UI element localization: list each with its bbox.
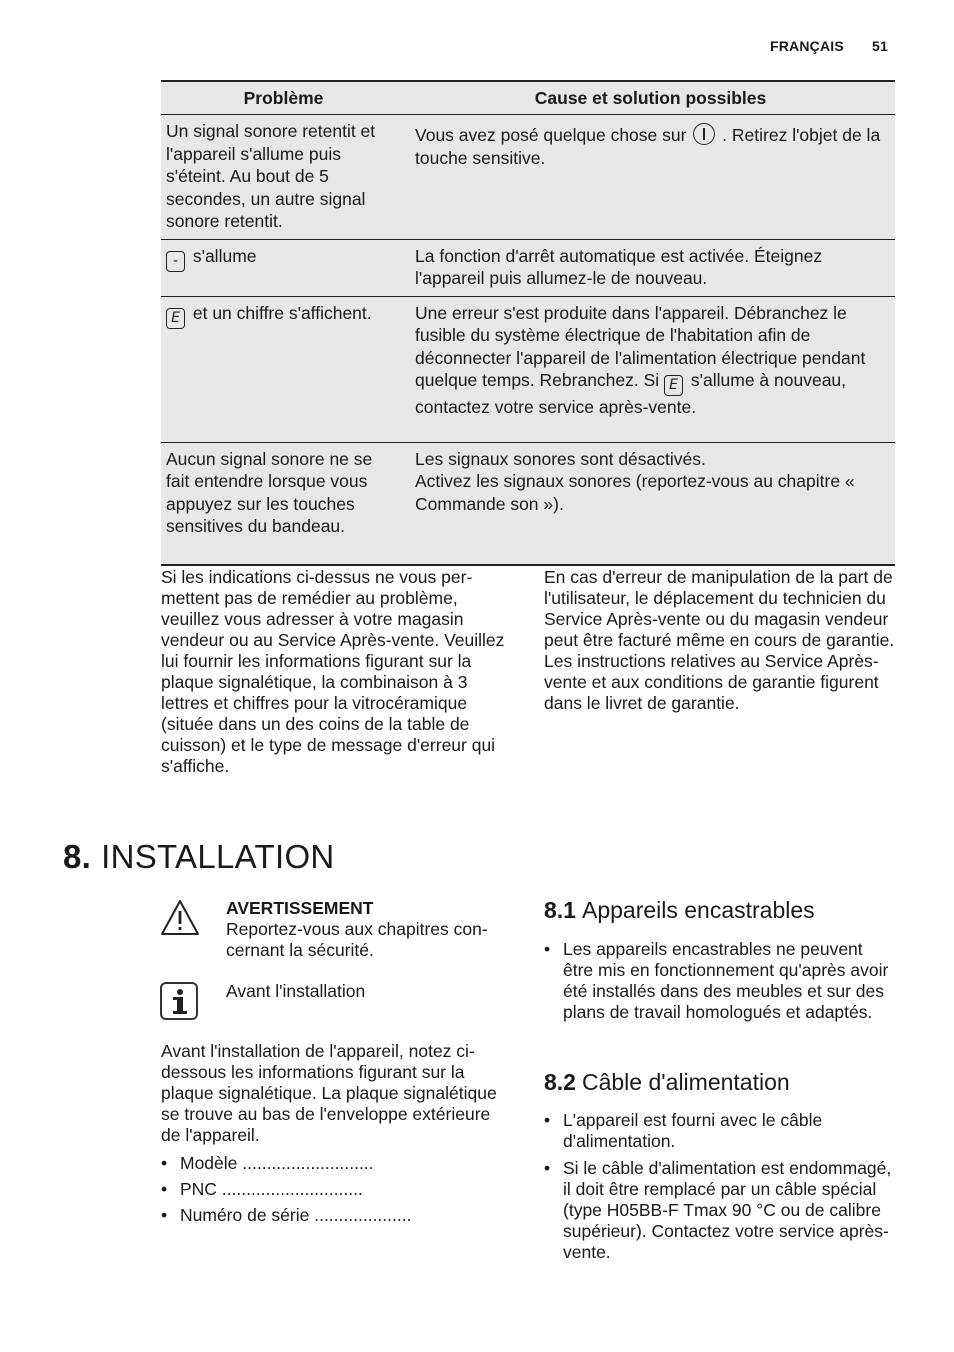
page-header [770,38,888,54]
problem-cell [161,115,406,240]
problem-cell [161,296,406,442]
list-item: • Les appareils encastrables ne peuvent être mis en fonctionnement qu'après avoir été installés dans des meubles et sur des plans de travail homologués et adaptés. [544,939,896,1023]
section-title [63,838,335,876]
built-in-list [544,939,896,1029]
solution-text: La fonction d'arrêt automatique est activée. Éteignez l'appareil puis allumez-le de nouveau. [415,245,823,288]
table-row [161,296,895,442]
header-language: FRANÇAIS [769,38,844,54]
column-header-solution: Cause et solution possibles [406,81,895,115]
problem-text: et un chiffre s'affichent. [188,302,372,323]
solution-text: Vous avez posé quelque chose sur [415,125,692,145]
problem-text: Un signal sonore retentit et l'appareil s'allume puis s'éteint. Au bout de 5 secondes, un autre signal sonore retentit. [166,121,376,231]
table-row [161,239,895,296]
subsection-title-text: Appareils encastrables [581,897,815,923]
solution-text-end: s'allume à nouveau, contactez votre service après-vente. [415,370,847,417]
subsection-title [544,1069,790,1096]
column-header-problem: Problème [161,81,406,115]
table-row [161,115,895,240]
dash-display-icon: - [166,251,185,272]
solution-cell [406,115,895,240]
list-item: • Numéro de série .................... [161,1205,513,1226]
warning-block [226,898,516,961]
troubleshooting-table [161,80,895,566]
subsection-title [544,897,815,924]
solution-cell [406,239,895,296]
warning-text: Reportez-vous aux chapitres concernant la sécurité. [226,919,488,960]
solution-text-end: . Retirez l'objet de la touche sensitive. [415,125,881,168]
table-row [161,442,895,565]
error-display-icon: E [664,375,683,396]
power-key-icon [693,123,715,145]
warning-triangle-icon [160,898,200,938]
error-display-icon: E [166,308,185,329]
problem-text: Aucun signal sonore ne se fait entendre lorsque vous appuyez sur les touches sensitives du bandeau. [166,448,373,536]
rating-plate-list [161,1153,513,1231]
solution-cell [406,296,895,442]
list-item: • Si le câble d'alimentation est endommagé, il doit être remplacé par un câble spécial (type H05BB-F Tmax 90 °C ou de calibre supérieur). Contactez votre service après-vente. [544,1158,896,1263]
section-title-text: INSTALLATION [101,838,335,875]
page-number: 51 [872,38,888,54]
warranty-paragraph: En cas d'erreur de manipulation de la part de l'utilisateur, le déplacement du technicien du Service Après-vente ou du magasin vendeur peut être facturé même en cours de garantie. Les instructions relatives au Service Après-vente et aux conditions de garantie figurent dans le livret de garantie. [544,567,895,713]
info-icon [160,982,198,1020]
intro-paragraph: Avant l'installation de l'appareil, notez ci-dessous les informations figurant sur la plaque signalétique. La plaque signalétique se trouve au bas de l'enveloppe extérieure de l'appareil. [161,1041,497,1145]
subsection-number: 8.1 [544,897,576,923]
problem-text: s'allume [188,245,257,266]
list-item: • L'appareil est fourni avec le câble d'alimentation. [544,1110,896,1152]
problem-cell [161,239,406,296]
subsection-number: 8.2 [544,1069,576,1095]
solution-cell [406,442,895,565]
warning-title: AVERTISSEMENT [226,898,374,918]
support-paragraph: Si les indications ci-dessus ne vous permettent pas de remédier au problème, veuillez vous adresser à votre magasin vendeur ou au Service Après-vente. Veuillez lui fournir les informations figurant sur la plaque signalétique, la combinaison à 3 lettres et chiffres pour la vitrocéramique (située dans un des coins de la table de cuisson) et le type de message d'erreur qui s'affiche. [161,567,505,776]
list-item: • Modèle ........................... [161,1153,513,1174]
problem-cell [161,442,406,565]
table-header-row [161,81,895,115]
power-cable-list [544,1110,896,1269]
subsection-title-text: Câble d'alimentation [581,1069,790,1095]
solution-text: Une erreur s'est produite dans l'appareil. Débranchez le fusible du système électrique de l'habitation afin de déconnecter l'appareil de l'alimentation électrique pendant quelque temps. Rebranchez. Si [415,302,866,390]
section-number: 8. [63,838,92,875]
solution-text: Les signaux sonores sont désactivés. Activez les signaux sonores (reportez-vous au chapitre « Commande son »). [415,448,855,514]
info-text: Avant l'installation [226,981,366,1001]
list-item: • PNC ............................. [161,1179,513,1200]
